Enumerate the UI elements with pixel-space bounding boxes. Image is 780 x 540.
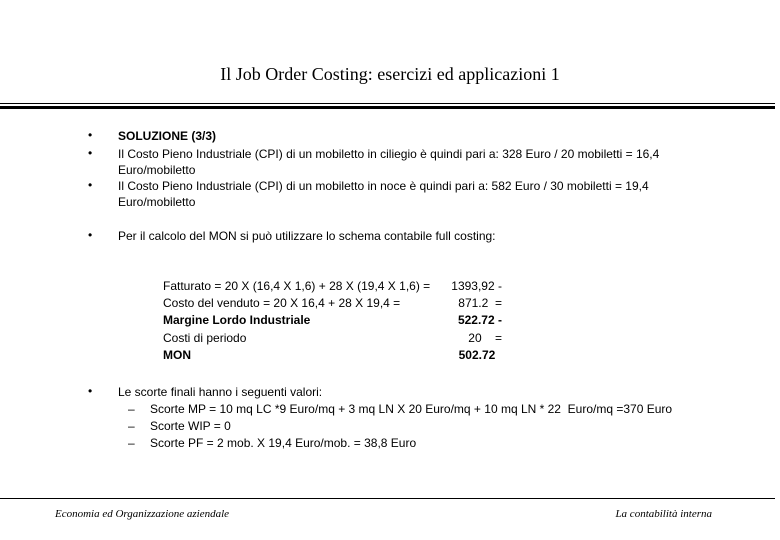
cpi-ciliegio-text: Il Costo Pieno Industriale (CPI) di un mobiletto in ciliegio è quindi pari a: 328 Euro / 20 mobiletti = 16,4 Euro/mobiletto (118, 147, 660, 177)
bullet-marker: • (88, 178, 93, 192)
solution-heading: SOLUZIONE (3/3) (118, 129, 217, 143)
calc-row-value: 522.72 - (457, 313, 502, 327)
stock-item-mp: Scorte MP = 10 mq LC *9 Euro/mq + 3 mq LN X 20 Euro/mq + 10 mq LN * 22 Euro/mq =370 Euro (150, 402, 673, 416)
calc-row-label: Fatturato = 20 X (16,4 X 1,6) + 28 X (19,4 X 1,6) = (163, 279, 431, 293)
calc-row-label: Costi di periodo (163, 331, 247, 345)
stock-item-wip: Scorte WIP = 0 (150, 419, 231, 433)
mon-intro-text: Per il calcolo del MON si può utilizzare lo schema contabile full costing: (118, 229, 496, 243)
calc-row-value: 20 = (468, 331, 502, 345)
calc-row-value: 871.2 = (458, 296, 502, 310)
header-rule-thin (0, 103, 775, 104)
slide-title: Il Job Order Costing: esercizi ed applicazioni 1 (220, 64, 560, 84)
footer-rule (0, 498, 775, 499)
stock-intro-text: Le scorte finali hanno i seguenti valori: (118, 385, 323, 399)
footer-course: Economia ed Organizzazione aziendale (55, 508, 230, 520)
calc-row-label: Margine Lordo Industriale (163, 313, 311, 327)
calc-row-label: MON (163, 348, 191, 362)
bullet-marker: • (88, 128, 93, 142)
calc-row-value: 502.72 (458, 348, 502, 362)
footer-topic: La contabilità interna (615, 508, 712, 520)
dash-marker: – (128, 402, 135, 416)
bullet-marker: • (88, 146, 93, 160)
dash-marker: – (128, 419, 135, 433)
bullet-marker: • (88, 228, 93, 242)
calc-row-label: Costo del venduto = 20 X 16,4 + 28 X 19,4 = (163, 296, 401, 310)
bullet-marker: • (88, 384, 93, 398)
stock-item-pf: Scorte PF = 2 mob. X 19,4 Euro/mob. = 38,8 Euro (150, 436, 417, 450)
calc-row-value: 1393,92 - (451, 279, 502, 293)
dash-marker: – (128, 436, 135, 450)
header-rule-thick (0, 106, 775, 109)
cpi-noce-text: Il Costo Pieno Industriale (CPI) di un mobiletto in noce è quindi pari a: 582 Euro / 30 mobiletti = 19,4 Euro/mobiletto (118, 179, 649, 209)
